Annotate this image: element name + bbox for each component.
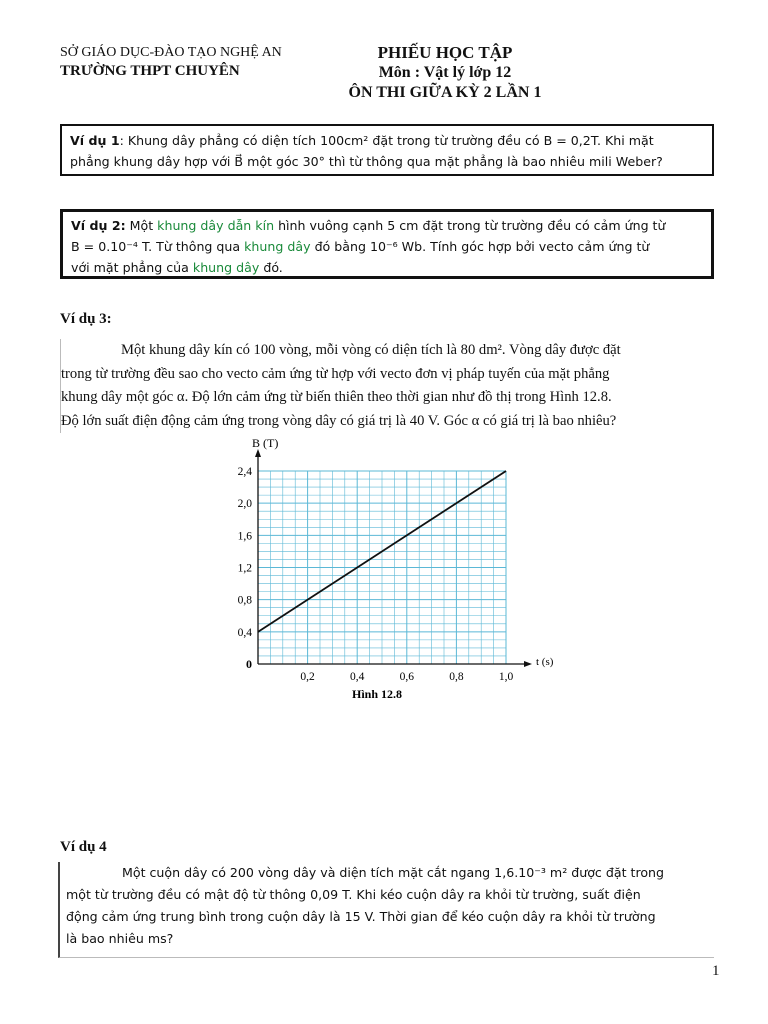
example-4-line-1 [66, 862, 708, 884]
x-axis-arrow [524, 661, 532, 667]
x-tick-label: 0,8 [449, 671, 464, 683]
x-tick-label: 0,4 [350, 671, 365, 683]
y-tick-label: 2,0 [237, 498, 252, 511]
example-2-text-f: đó. [263, 260, 283, 275]
example-1-text-2: phẳng khung dây hợp với B⃗ một góc 30° thì từ thông qua mặt phẳng là bao nhiêu mili Weber? [70, 154, 663, 169]
chart-x-axis-label: t (s) [536, 656, 554, 668]
example-3-text-1: Một khung dây kín có 100 vòng, mỗi vòng có diện tích là 80 dm². Vòng dây được đặt [121, 342, 621, 358]
example-2-text-c: B = 0.10⁻⁴ T. Từ thông qua [71, 239, 241, 254]
x-tick-label: 0,6 [399, 671, 414, 683]
chart-ticks [238, 466, 514, 683]
example-2-text-a: Một [129, 218, 154, 233]
example-2-label: Ví dụ 2: [71, 218, 126, 233]
example-1-label: Ví dụ 1 [70, 133, 120, 148]
worksheet-title: PHIẾU HỌC TẬP [377, 43, 513, 62]
example-2-line-1 [71, 215, 703, 236]
example-2-link-2[interactable]: khung dây [244, 239, 311, 254]
example-2-line-2 [71, 236, 703, 257]
y-axis-arrow [255, 449, 261, 457]
chart-y-axis-label: B (T) [252, 436, 279, 450]
example-1-line-1: Ví dụ 1: Khung dây phẳng có diện tích 100cm² đặt trong từ trường đều có B = 0,2T. Khi mặt [70, 133, 654, 148]
example-3-line-4: Độ lớn suất điện động cảm ứng trong vòng dây có giá trị là 40 V. Góc α có giá trị là bao nhiêu? [61, 412, 617, 429]
y-tick-label: 2,4 [237, 466, 252, 478]
example-3-line-1 [61, 339, 721, 363]
example-4-label: Ví dụ 4 [60, 839, 107, 855]
example-2-link-3[interactable]: khung dây [192, 260, 260, 275]
b-vs-t-chart [220, 430, 560, 710]
chart-grid [258, 471, 506, 664]
y-tick-label: 1,6 [237, 530, 252, 543]
example-4-text [58, 862, 714, 958]
chart-caption: Hình 12.8 [352, 687, 403, 701]
x-tick-label: 0,2 [300, 671, 315, 683]
example-2-link-1[interactable]: khung dây dẫn kín [157, 218, 275, 233]
example-2-line-3 [71, 257, 703, 278]
exam-line: ÔN THI GIỮA KỲ 2 LẦN 1 [348, 84, 542, 101]
y-tick-label: 0,8 [237, 594, 252, 607]
chart-origin-label: 0 [246, 657, 252, 671]
example-3-line-3: khung dây một góc α. Độ lớn cảm ứng từ biến thiên theo thời gian như đồ thị trong Hình 12.8. [61, 389, 612, 405]
y-tick-label: 1,2 [237, 562, 252, 575]
example-1-text-1: Khung dây phẳng có diện tích 100cm² đặt trong từ trường đều có B = 0,2T. Khi mặt [127, 133, 654, 148]
department-name: SỞ GIÁO DỤC-ĐÀO TẠO NGHỆ AN [60, 45, 282, 60]
example-4-line-4: là bao nhiêu ms? [66, 931, 174, 946]
x-tick-label: 1,0 [498, 671, 514, 683]
example-3-label: Ví dụ 3: [60, 311, 112, 327]
example-3-text [60, 339, 721, 433]
example-3-line-2: trong từ trường đều sao cho vecto cảm ứng từ hợp với vecto đơn vị pháp tuyến của mặt phẳng [61, 365, 610, 382]
example-4-line-3: động cảm ứng trung bình trong cuộn dây là 15 V. Thời gian để kéo cuộn dây ra khỏi từ trường [66, 909, 656, 924]
example-1-box [60, 124, 714, 176]
example-4-line-2: một từ trường đều có mật độ từ thông 0,09 T. Khi kéo cuộn dây ra khỏi từ trường, suất điện [66, 887, 641, 902]
example-2-text-e: với mặt phẳng của [71, 260, 189, 275]
y-tick-label: 0,4 [237, 626, 252, 639]
school-name: TRƯỜNG THPT CHUYÊN [60, 63, 240, 79]
subject-line: Môn : Vật lý lớp 12 [378, 64, 512, 81]
example-2-box [60, 209, 714, 279]
page-number: 1 [712, 963, 720, 979]
example-4-text-1: Một cuộn dây có 200 vòng dây và diện tích mặt cắt ngang 1,6.10⁻³ m² được đặt trong [122, 865, 665, 880]
example-2-text-b: hình vuông cạnh 5 cm đặt trong từ trường đều có cảm ứng từ [278, 218, 666, 233]
example-2-text-d: đó bằng 10⁻⁶ Wb. Tính góc hợp bởi vecto cảm ứng từ [314, 239, 650, 254]
